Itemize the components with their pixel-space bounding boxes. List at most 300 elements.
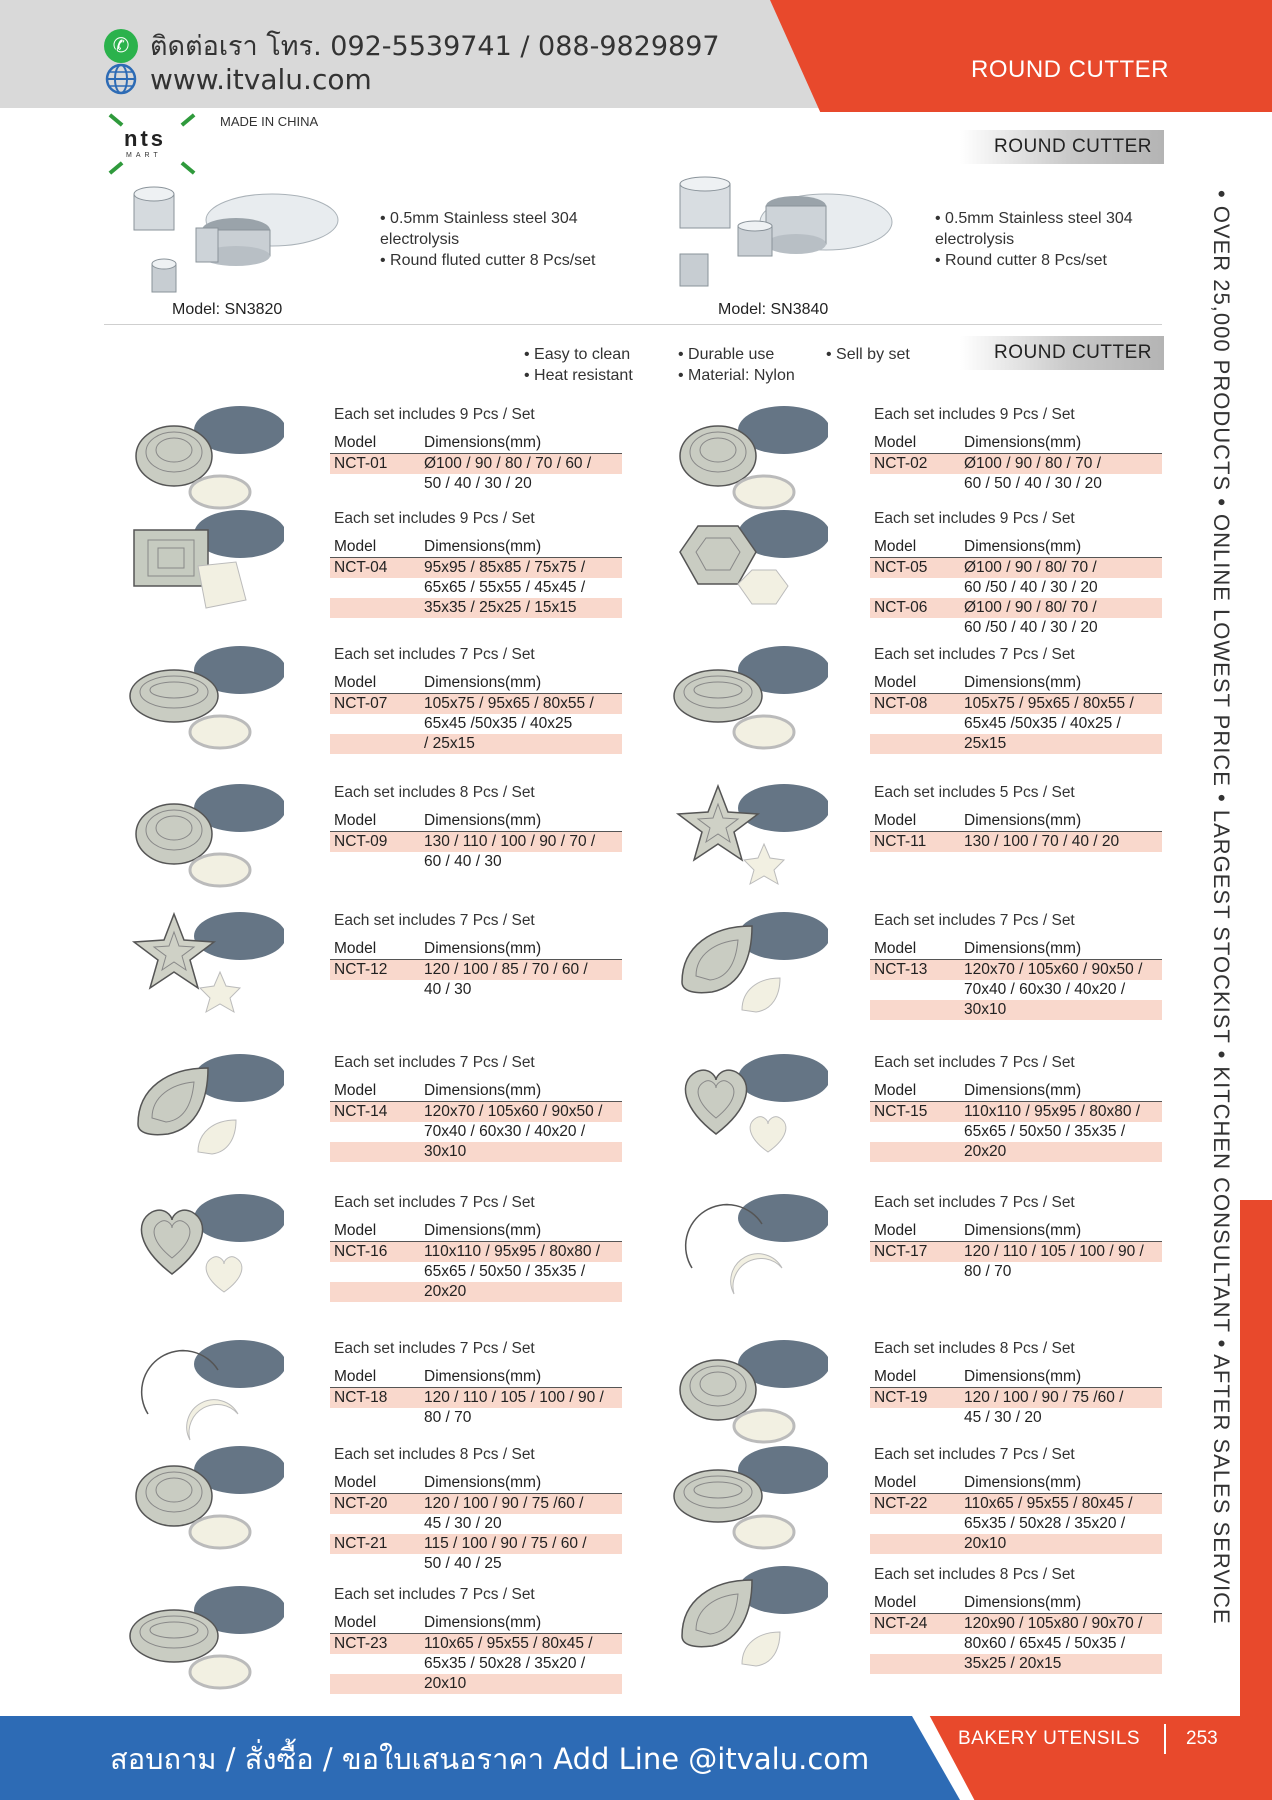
dimensions-table [330, 674, 622, 754]
dimension-values: 80 / 70 [964, 1262, 1012, 1280]
column-header-model: Model [870, 1368, 960, 1387]
bullet-text: • Round cutter 8 Pcs/set [935, 252, 1107, 269]
dimensions-table [330, 434, 622, 494]
dimensions-table [870, 1222, 1162, 1282]
column-header-dimensions: Dimensions(mm) [420, 1368, 622, 1387]
table-row [330, 1408, 622, 1428]
dimension-values: 110x110 / 95x95 / 80x80 / [960, 1101, 1162, 1122]
dimension-values: 60 /50 / 40 / 30 / 20 [964, 578, 1098, 596]
column-header-model: Model [870, 1222, 960, 1241]
model-code: NCT-06 [870, 598, 960, 618]
product-card [870, 912, 1170, 1020]
product-card [330, 510, 630, 618]
dimension-values: 65x45 /50x35 / 40x25 [424, 714, 573, 732]
model-code: NCT-20 [330, 1493, 420, 1514]
model-code [870, 1262, 960, 1282]
table-row [870, 693, 1162, 714]
column-header-model: Model [330, 940, 420, 959]
product-card [330, 912, 630, 1000]
dimension-values: Ø100 / 90 / 80 / 70 / [960, 453, 1162, 474]
model-code [330, 980, 420, 1000]
set-count: Each set includes 8 Pcs / Set [874, 1340, 1075, 1357]
phone-number[interactable]: ติดต่อเรา โทร. 092-5539741 / 088-9829897 [150, 31, 720, 62]
dimensions-table [330, 1368, 622, 1428]
dimension-values: 120x90 / 105x80 / 90x70 / [960, 1613, 1162, 1634]
column-header-dimensions: Dimensions(mm) [960, 1222, 1162, 1241]
table-row [330, 1674, 622, 1694]
table-row [330, 474, 622, 494]
table-row [330, 1493, 622, 1514]
dimension-values: 30x10 [960, 1000, 1162, 1020]
model-code: NCT-23 [330, 1633, 420, 1654]
dimension-values: 65x45 /50x35 / 40x25 / [964, 714, 1121, 732]
model-code [870, 734, 960, 754]
set-count: Each set includes 7 Pcs / Set [874, 1194, 1075, 1211]
table-row [870, 1514, 1162, 1534]
made-in-label: MADE IN CHINA [220, 114, 319, 129]
model-code [870, 1654, 960, 1674]
table-row [330, 1241, 622, 1262]
feature-list-2 [678, 344, 795, 386]
dimension-values: 120 / 100 / 90 / 75 /60 / [420, 1493, 622, 1514]
product-thumbnail [672, 1188, 828, 1309]
column-header-dimensions: Dimensions(mm) [420, 674, 622, 693]
feature-text: • Material: Nylon [678, 367, 795, 384]
model-code: NCT-18 [330, 1387, 420, 1408]
column-header-dimensions: Dimensions(mm) [960, 812, 1162, 831]
model-code: NCT-09 [330, 831, 420, 852]
table-row [330, 831, 622, 852]
dimension-values: 120x70 / 105x60 / 90x50 / [960, 959, 1162, 980]
set-count: Each set includes 9 Pcs / Set [874, 406, 1075, 423]
product-image-sn3820 [126, 180, 362, 300]
table-row [330, 1633, 622, 1654]
column-header-model: Model [870, 1594, 960, 1613]
dimension-values: 65x35 / 50x28 / 35x20 / [424, 1654, 586, 1672]
product-thumbnail [128, 400, 284, 521]
divider [104, 324, 1162, 325]
model-code [330, 1674, 420, 1694]
product-thumbnail [128, 1048, 284, 1169]
column-header-dimensions: Dimensions(mm) [420, 1614, 622, 1633]
table-row [870, 1534, 1162, 1554]
product-bullets-sn3840 [935, 208, 1133, 271]
set-count: Each set includes 8 Pcs / Set [334, 784, 535, 801]
model-code [330, 714, 420, 734]
dimension-values: 120 / 110 / 105 / 100 / 90 / [960, 1241, 1162, 1262]
dimension-values: 65x35 / 50x28 / 35x20 / [964, 1514, 1126, 1532]
footer-category: BAKERY UTENSILS [958, 1728, 1141, 1749]
model-code [330, 1514, 420, 1534]
table-row [870, 714, 1162, 734]
model-code: NCT-16 [330, 1241, 420, 1262]
page-number: 253 [1186, 1728, 1218, 1749]
product-thumbnail [672, 640, 828, 761]
model-code: NCT-22 [870, 1493, 960, 1514]
column-header-dimensions: Dimensions(mm) [420, 434, 622, 453]
product-thumbnail [128, 778, 284, 899]
side-accent [1240, 1200, 1272, 1720]
feature-text: • Sell by set [826, 346, 910, 363]
column-header-model: Model [870, 674, 960, 693]
dimensions-table [870, 674, 1162, 754]
product-thumbnail [672, 1440, 828, 1561]
product-card [330, 646, 630, 754]
product-thumbnail [672, 1048, 828, 1169]
table-row [330, 734, 622, 754]
dimension-values: 120x70 / 105x60 / 90x50 / [420, 1101, 622, 1122]
bullet-text: • 0.5mm Stainless steel 304 [935, 210, 1133, 227]
column-header-model: Model [330, 434, 420, 453]
product-card [330, 1586, 630, 1694]
dimension-values: 60 / 40 / 30 [424, 852, 502, 870]
table-row [330, 1282, 622, 1302]
dimensions-table [870, 1368, 1162, 1428]
product-thumbnail [672, 1334, 828, 1455]
dimensions-table [870, 434, 1162, 494]
model-code [870, 474, 960, 494]
dimension-values: 30x10 [420, 1142, 622, 1162]
set-count: Each set includes 7 Pcs / Set [874, 912, 1075, 929]
model-code [870, 578, 960, 598]
product-image-sn3840 [672, 176, 908, 296]
dimension-values: 80x60 / 65x45 / 50x35 / [964, 1634, 1126, 1652]
table-row [330, 1142, 622, 1162]
dimension-values: 45 / 30 / 20 [424, 1514, 502, 1532]
table-row [870, 474, 1162, 494]
column-header-model: Model [330, 812, 420, 831]
table-row [330, 578, 622, 598]
table-row [330, 557, 622, 578]
product-card [870, 784, 1170, 852]
model-code [870, 1000, 960, 1020]
column-header-dimensions: Dimensions(mm) [420, 812, 622, 831]
dimension-values: Ø100 / 90 / 80 / 70 / 60 / [420, 453, 622, 474]
dimension-values: / 25x15 [420, 734, 622, 754]
bullet-text: electrolysis [935, 231, 1015, 248]
model-code [330, 598, 420, 618]
model-code [330, 1122, 420, 1142]
set-count: Each set includes 7 Pcs / Set [334, 1586, 535, 1603]
table-row [870, 1634, 1162, 1654]
column-header-dimensions: Dimensions(mm) [420, 940, 622, 959]
model-code [870, 980, 960, 1000]
column-header-dimensions: Dimensions(mm) [960, 1594, 1162, 1613]
model-code: NCT-17 [870, 1241, 960, 1262]
model-code [330, 852, 420, 872]
feature-text: • Heat resistant [524, 367, 633, 384]
product-thumbnail [128, 1580, 284, 1701]
table-row [870, 598, 1162, 618]
dimension-values: 35x25 / 20x15 [960, 1654, 1162, 1674]
column-header-model: Model [870, 1082, 960, 1101]
feature-list-1 [524, 344, 633, 386]
footer-divider [1164, 1724, 1166, 1754]
column-header-dimensions: Dimensions(mm) [960, 1474, 1162, 1493]
model-code [870, 1122, 960, 1142]
table-row [330, 1654, 622, 1674]
model-code [870, 618, 960, 638]
table-row [870, 1493, 1162, 1514]
model-code [330, 734, 420, 754]
product-thumbnail [128, 1334, 284, 1455]
dimension-values: 110x65 / 95x55 / 80x45 / [960, 1493, 1162, 1514]
product-thumbnail [672, 504, 828, 625]
dimension-values: 110x65 / 95x55 / 80x45 / [420, 1633, 622, 1654]
dimension-values: 120 / 110 / 105 / 100 / 90 / [420, 1387, 622, 1408]
dimension-values: 70x40 / 60x30 / 40x20 / [964, 980, 1126, 998]
column-header-dimensions: Dimensions(mm) [420, 1222, 622, 1241]
dimension-values: 70x40 / 60x30 / 40x20 / [424, 1122, 586, 1140]
product-card [330, 1340, 630, 1428]
model-code [330, 578, 420, 598]
dimension-values: 45 / 30 / 20 [964, 1408, 1042, 1426]
dimension-values: 130 / 110 / 100 / 90 / 70 / [420, 831, 622, 852]
model-code: NCT-12 [330, 959, 420, 980]
table-row [330, 980, 622, 1000]
footer-contact[interactable]: สอบถาม / สั่งซื้อ / ขอใบเสนอราคา Add Line @itvalu.com [110, 1742, 870, 1776]
product-thumbnail [672, 906, 828, 1027]
model-code [330, 1262, 420, 1282]
table-row [870, 1262, 1162, 1282]
dimension-values: Ø100 / 90 / 80/ 70 / [960, 598, 1162, 618]
feature-text: • Durable use [678, 346, 775, 363]
model-code: NCT-02 [870, 453, 960, 474]
table-row [870, 453, 1162, 474]
column-header-dimensions: Dimensions(mm) [420, 538, 622, 557]
bullet-text: electrolysis [380, 231, 460, 248]
model-code: NCT-21 [330, 1534, 420, 1554]
set-count: Each set includes 7 Pcs / Set [874, 646, 1075, 663]
dimension-values: 115 / 100 / 90 / 75 / 60 / [420, 1534, 622, 1554]
dimension-values: 120 / 100 / 90 / 75 /60 / [960, 1387, 1162, 1408]
table-row [870, 959, 1162, 980]
table-row [870, 980, 1162, 1000]
dimension-values: 20x20 [960, 1142, 1162, 1162]
dimension-values: 110x110 / 95x95 / 80x80 / [420, 1241, 622, 1262]
column-header-dimensions: Dimensions(mm) [960, 1368, 1162, 1387]
table-row [870, 1241, 1162, 1262]
model-code [330, 1554, 420, 1574]
column-header-dimensions: Dimensions(mm) [960, 674, 1162, 693]
column-header-model: Model [870, 812, 960, 831]
product-card [870, 1340, 1170, 1428]
model-caption: Model: SN3840 [718, 301, 829, 318]
dimensions-table [330, 538, 622, 618]
product-card [330, 784, 630, 872]
set-count: Each set includes 7 Pcs / Set [334, 912, 535, 929]
column-header-model: Model [330, 1368, 420, 1387]
brand-sub: MART [126, 152, 162, 159]
bullet-text: • 0.5mm Stainless steel 304 [380, 210, 578, 227]
table-row [870, 1654, 1162, 1674]
table-row [330, 693, 622, 714]
dimension-values: Ø100 / 90 / 80/ 70 / [960, 557, 1162, 578]
column-header-model: Model [870, 1474, 960, 1493]
product-thumbnail [128, 504, 284, 625]
table-row [870, 1142, 1162, 1162]
table-row [330, 598, 622, 618]
model-code: NCT-19 [870, 1387, 960, 1408]
column-header-model: Model [330, 1222, 420, 1241]
website-row [104, 62, 372, 96]
table-row [330, 1514, 622, 1534]
dimension-values: 65x65 / 50x50 / 35x35 / [424, 1262, 586, 1280]
model-code: NCT-24 [870, 1613, 960, 1634]
dimension-values: 105x75 / 95x65 / 80x55 / [960, 693, 1162, 714]
model-code: NCT-15 [870, 1101, 960, 1122]
page-title: ROUND CUTTER [971, 56, 1169, 83]
product-card [870, 646, 1170, 754]
product-card [330, 1446, 630, 1574]
table-row [870, 618, 1162, 638]
set-count: Each set includes 9 Pcs / Set [334, 406, 535, 423]
dimensions-table [870, 1082, 1162, 1162]
product-thumbnail [672, 400, 828, 521]
dimensions-table [870, 812, 1162, 852]
set-count: Each set includes 7 Pcs / Set [334, 1054, 535, 1071]
table-row [870, 1122, 1162, 1142]
column-header-dimensions: Dimensions(mm) [960, 940, 1162, 959]
column-header-dimensions: Dimensions(mm) [960, 538, 1162, 557]
dimensions-table [330, 1222, 622, 1302]
feature-text: • Easy to clean [524, 346, 631, 363]
set-count: Each set includes 9 Pcs / Set [874, 510, 1075, 527]
set-count: Each set includes 8 Pcs / Set [874, 1566, 1075, 1583]
column-header-model: Model [870, 434, 960, 453]
table-row [330, 714, 622, 734]
dimension-values: 105x75 / 95x65 / 80x55 / [420, 693, 622, 714]
column-header-model: Model [330, 674, 420, 693]
model-code [330, 1654, 420, 1674]
dimensions-table [330, 812, 622, 872]
table-row [870, 1408, 1162, 1428]
product-thumbnail [672, 1560, 828, 1681]
model-code [330, 1282, 420, 1302]
column-header-dimensions: Dimensions(mm) [960, 1082, 1162, 1101]
model-code [870, 1142, 960, 1162]
dimension-values: 60 / 50 / 40 / 30 / 20 [964, 474, 1102, 492]
set-count: Each set includes 8 Pcs / Set [334, 1446, 535, 1463]
model-code [330, 474, 420, 494]
table-row [330, 1554, 622, 1574]
phone-icon: ✆ [104, 29, 138, 63]
product-card [870, 510, 1170, 638]
set-count: Each set includes 7 Pcs / Set [334, 646, 535, 663]
set-count: Each set includes 7 Pcs / Set [334, 1194, 535, 1211]
product-card [330, 1054, 630, 1162]
dimensions-table [330, 1474, 622, 1574]
model-code: NCT-01 [330, 453, 420, 474]
dimensions-table [870, 1594, 1162, 1674]
table-row [870, 1613, 1162, 1634]
column-header-dimensions: Dimensions(mm) [420, 1082, 622, 1101]
brand-logo [104, 112, 200, 178]
model-code: NCT-08 [870, 693, 960, 714]
column-header-model: Model [330, 538, 420, 557]
table-row [870, 557, 1162, 578]
phone-row [104, 24, 720, 67]
feature-list-3 [826, 344, 910, 365]
bullet-text: • Round fluted cutter 8 Pcs/set [380, 252, 596, 269]
table-row [870, 1387, 1162, 1408]
model-code [870, 1408, 960, 1428]
table-row [330, 852, 622, 872]
dimensions-table [330, 1614, 622, 1694]
website-link[interactable]: www.itvalu.com [150, 62, 372, 96]
dimension-values: 60 /50 / 40 / 30 / 20 [964, 618, 1098, 636]
model-code [870, 1514, 960, 1534]
table-row [330, 453, 622, 474]
model-code: NCT-05 [870, 557, 960, 578]
section-label-nylon: ROUND CUTTER [960, 336, 1164, 370]
column-header-model: Model [870, 940, 960, 959]
dimension-values: 20x20 [420, 1282, 622, 1302]
table-row [870, 831, 1162, 852]
dimension-values: 35x35 / 25x25 / 15x15 [420, 598, 622, 618]
model-code [870, 1634, 960, 1654]
product-card [870, 1566, 1170, 1674]
model-code [330, 1408, 420, 1428]
product-thumbnail [128, 640, 284, 761]
set-count: Each set includes 7 Pcs / Set [874, 1446, 1075, 1463]
product-thumbnail [128, 1188, 284, 1309]
dimension-values: 80 / 70 [424, 1408, 472, 1426]
product-bullets-sn3820 [380, 208, 596, 271]
dimension-values: 130 / 100 / 70 / 40 / 20 [960, 831, 1162, 852]
dimensions-table [870, 940, 1162, 1020]
table-row [330, 1262, 622, 1282]
table-row [330, 959, 622, 980]
table-row [330, 1122, 622, 1142]
product-thumbnail [128, 906, 284, 1027]
model-code: NCT-07 [330, 693, 420, 714]
table-row [870, 1000, 1162, 1020]
product-card [870, 1446, 1170, 1554]
product-card [870, 1194, 1170, 1282]
model-caption: Model: SN3820 [172, 301, 283, 318]
model-code: NCT-04 [330, 557, 420, 578]
dimensions-table [330, 940, 622, 1000]
column-header-model: Model [870, 538, 960, 557]
product-thumbnail [672, 778, 828, 899]
brand-name: nts [124, 126, 166, 151]
dimension-values: 120 / 100 / 85 / 70 / 60 / [420, 959, 622, 980]
dimension-values: 95x95 / 85x85 / 75x75 / [420, 557, 622, 578]
dimension-values: 25x15 [960, 734, 1162, 754]
dimension-values: 50 / 40 / 25 [424, 1554, 502, 1572]
product-card [870, 406, 1170, 494]
dimension-values: 40 / 30 [424, 980, 472, 998]
model-code [870, 1534, 960, 1554]
column-header-dimensions: Dimensions(mm) [420, 1474, 622, 1493]
dimensions-table [870, 1474, 1162, 1554]
section-label-steel: ROUND CUTTER [960, 130, 1164, 164]
dimension-values: 65x65 / 55x55 / 45x45 / [424, 578, 586, 596]
model-code: NCT-11 [870, 831, 960, 852]
product-card [870, 1054, 1170, 1162]
column-header-model: Model [330, 1614, 420, 1633]
dimension-values: 50 / 40 / 30 / 20 [424, 474, 532, 492]
product-card [330, 1194, 630, 1302]
dimension-values: 20x10 [420, 1674, 622, 1694]
model-code: NCT-14 [330, 1101, 420, 1122]
dimension-values: 65x65 / 50x50 / 35x35 / [964, 1122, 1126, 1140]
column-header-dimensions: Dimensions(mm) [960, 434, 1162, 453]
set-count: Each set includes 5 Pcs / Set [874, 784, 1075, 801]
model-code: NCT-13 [870, 959, 960, 980]
dimensions-table [330, 1082, 622, 1162]
